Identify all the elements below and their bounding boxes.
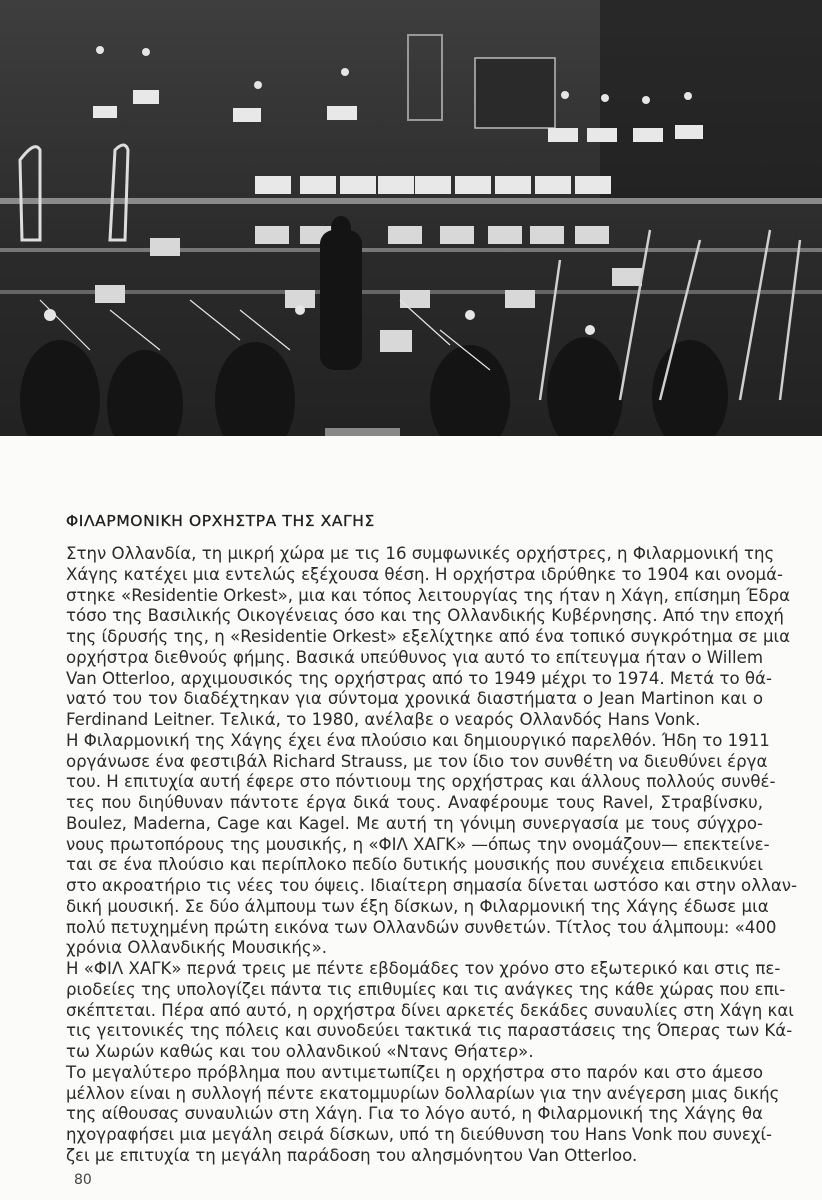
text-line: νατό του τον διαδέχτηκαν για σύντομα χρονικά διαστήματα ο Jean Martinon και ο	[66, 689, 763, 709]
text-line: Χάγης κατέχει μια εντελώς εξέχουσα θέση. Η ορχήστρα ιδρύθηκε το 1904 και ονομά-	[66, 564, 784, 584]
article-title: ΦΙΛΑΡΜΟΝΙΚΗ ΟΡΧΗΣΤΡΑ ΤΗΣ ΧΑΓΗΣ	[66, 512, 375, 530]
text-line: οργάνωσε ένα φεστιβάλ Richard Strauss, με τον ίδιο τον συνθέτη να διευθύνει έργα	[66, 751, 768, 771]
text-line: σκέπτεται. Πέρα από αυτό, η ορχήστρα δίνει αρκετές δεκάδες συναυλίες στη Χάγη και	[66, 1000, 794, 1020]
text-line: Η Φιλαρμονική της Χάγης έχει ένα πλούσιο και δημιουργικό παρελθόν. Ήδη το 1911	[66, 730, 770, 750]
text-line: δική μουσική. Σε δύο άλμπουμ των έξη δίσκων, η Φιλαρμονική της Χάγης έδωσε μια	[66, 896, 769, 916]
text-line: ται σε ένα πλούσιο και περίπλοκο πεδίο δυτικής μουσικής που συνέχεια επιδεικνύει	[66, 855, 763, 875]
text-line: στο ακροατήριο τις νέες του όψεις. Ιδιαίτερη σημασία δίνεται ωστόσο και στην ολλαν-	[66, 876, 798, 895]
text-line: της αίθουσας συναυλιών στη Χάγη. Για το λόγο αυτό, η Φιλαρμονική της Χάγης θα	[66, 1104, 763, 1124]
text-line: τω Χωρών καθώς και του ολλανδικού «Ντανς Θήατερ».	[66, 1042, 534, 1061]
text-line: πολύ πετυχημένη πρώτη εικόνα των Ολλανδών συνθετών. Τίτλος του άλμπουμ: «400	[66, 917, 777, 937]
orchestra-photo	[0, 0, 822, 436]
text-line: τις γειτονικές της πόλεις και συνοδεύει τακτικά τις παραστάσεις της Όπερας των Κά-	[66, 1021, 793, 1041]
text-line: τόσο της Βασιλικής Οικογένειας όσο και της Ολλανδικής Κυβέρνησης. Από την εποχή	[66, 606, 784, 626]
text-line: Van Otterloo, αρχιμουσικός της ορχήστρας από το 1949 μέχρι το 1974. Μετά το θά-	[66, 668, 772, 688]
text-line: Boulez, Maderna, Cage και Kagel. Με αυτή τη γόνιμη συνεργασία με τους σύγχρο-	[66, 813, 763, 833]
text-line: Η «ΦΙΛ ΧΑΓΚ» περνά τρεις με πέντε εβδομάδες τον χρόνο στο εξωτερικό και στις πε-	[66, 959, 781, 978]
text-line: χρόνια Ολλανδικής Μουσικής».	[66, 938, 328, 958]
text-line: νους πρωτοπόρους της μουσικής, η «ΦΙΛ ΧΑΓΚ» —όπως την ονομάζουν— επεκτείνε-	[66, 834, 770, 854]
text-line: ζει με επιτυχία τη μεγάλη παράδοση του αλησμόνητου Van Otterloo.	[66, 1145, 638, 1165]
text-line: μέλλον είναι η συλλογή πέντε εκατομμυρίων δολλαρίων για την ανέγερση μιας δικής	[66, 1083, 780, 1103]
text-line: Στην Ολλανδία, τη μικρή χώρα με τις 16 συμφωνικές ορχήστρες, η Φιλαρμονική της	[66, 544, 775, 563]
text-line: ηχογραφήσει μια μεγάλη σειρά δίσκων, υπό τη διεύθυνση του Hans Vonk που συνεχί-	[66, 1125, 773, 1144]
text-line: Ferdinand Leitner. Τελικά, το 1980, ανέλαβε ο νεαρός Ολλανδός Hans Vonk.	[66, 710, 701, 729]
text-line: ριοδείες της υπολογίζει πάντα τις επιθυμίες και τις ανάγκες της κάθε χώρας που επι-	[66, 979, 786, 999]
text-line: ορχήστρα διεθνούς φήμης. Βασικά υπεύθυνος για αυτό το επίτευγμα ήταν ο Willem	[66, 647, 764, 667]
text-line: τες που διηύθυναν πάντοτε έργα δικά τους. Αναφέρουμε τους Ravel, Στραβίνσκυ,	[66, 793, 763, 812]
article-body	[66, 544, 798, 1167]
page-number: 80	[74, 1172, 92, 1188]
text-line: της ίδρυσής της, η «Residentie Orkest» εξελίχτηκε από ένα τοπικό συγκρότημα σε μια	[66, 627, 791, 646]
text-line: Το μεγαλύτερο πρόβλημα που αντιμετωπίζει η ορχήστρα στο παρόν και στο άμεσο	[66, 1062, 763, 1082]
orchestra-photo-icon	[0, 0, 822, 436]
text-line: του. Η επιτυχία αυτή έφερε στο πόντιουμ της ορχήστρας και άλλους πολλούς συνθέ-	[66, 772, 776, 792]
text-line: στηκε «Residentie Orkest», μια και τόπος λειτουργίας της ήταν η Χάγη, επίσημη Έδρα	[66, 585, 791, 605]
